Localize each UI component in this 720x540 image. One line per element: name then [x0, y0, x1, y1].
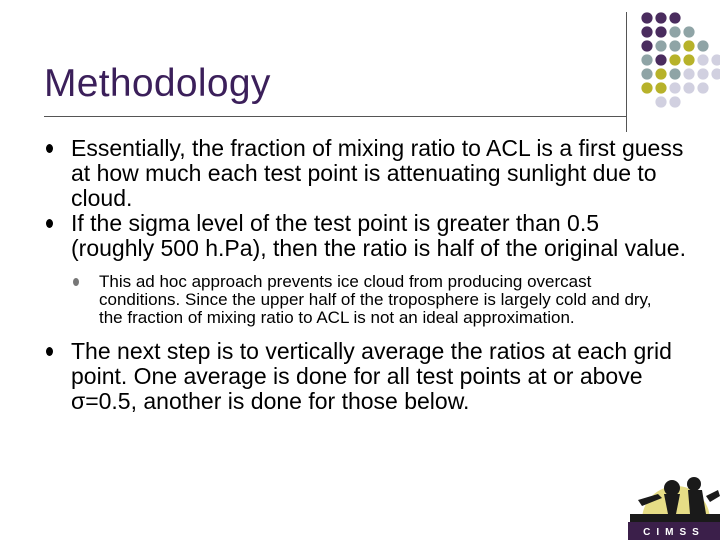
dot-grid-decoration [640, 11, 720, 111]
bullet-text: The next step is to vertically average the ratios at each grid point. One average is done for all test points at or above σ=0.5, another is done for those below. [71, 338, 672, 414]
bullet-dot-icon [46, 144, 53, 153]
sub-bullet-item [73, 273, 659, 327]
bullet-dot-icon [46, 347, 53, 356]
sub-bullet-dot-icon [73, 278, 79, 286]
bullet-item [46, 136, 686, 211]
bullet-text: Essentially, the fraction of mixing ratio to ACL is a first guess at how much each test point is attenuating sunlight due to cloud. [71, 135, 684, 211]
bullet-item [46, 339, 686, 414]
bullet-dot-icon [46, 219, 53, 228]
logo-text: CIMSS [643, 527, 705, 538]
bullet-list [46, 136, 686, 414]
cimss-logo [628, 470, 720, 540]
vertical-divider [626, 12, 627, 132]
slide-title: Methodology [44, 62, 271, 105]
bullet-item [46, 211, 686, 261]
bullet-text: If the sigma level of the test point is greater than 0.5 (roughly 500 h.Pa), then the ratio is half of the original value. [71, 210, 686, 261]
title-divider [44, 116, 626, 117]
sub-bullet-text: This ad hoc approach prevents ice cloud from producing overcast conditions. Since the upper half of the troposphere is largely cold and dry, the fraction of mixing ratio to ACL is not an ideal approximation. [99, 272, 652, 327]
